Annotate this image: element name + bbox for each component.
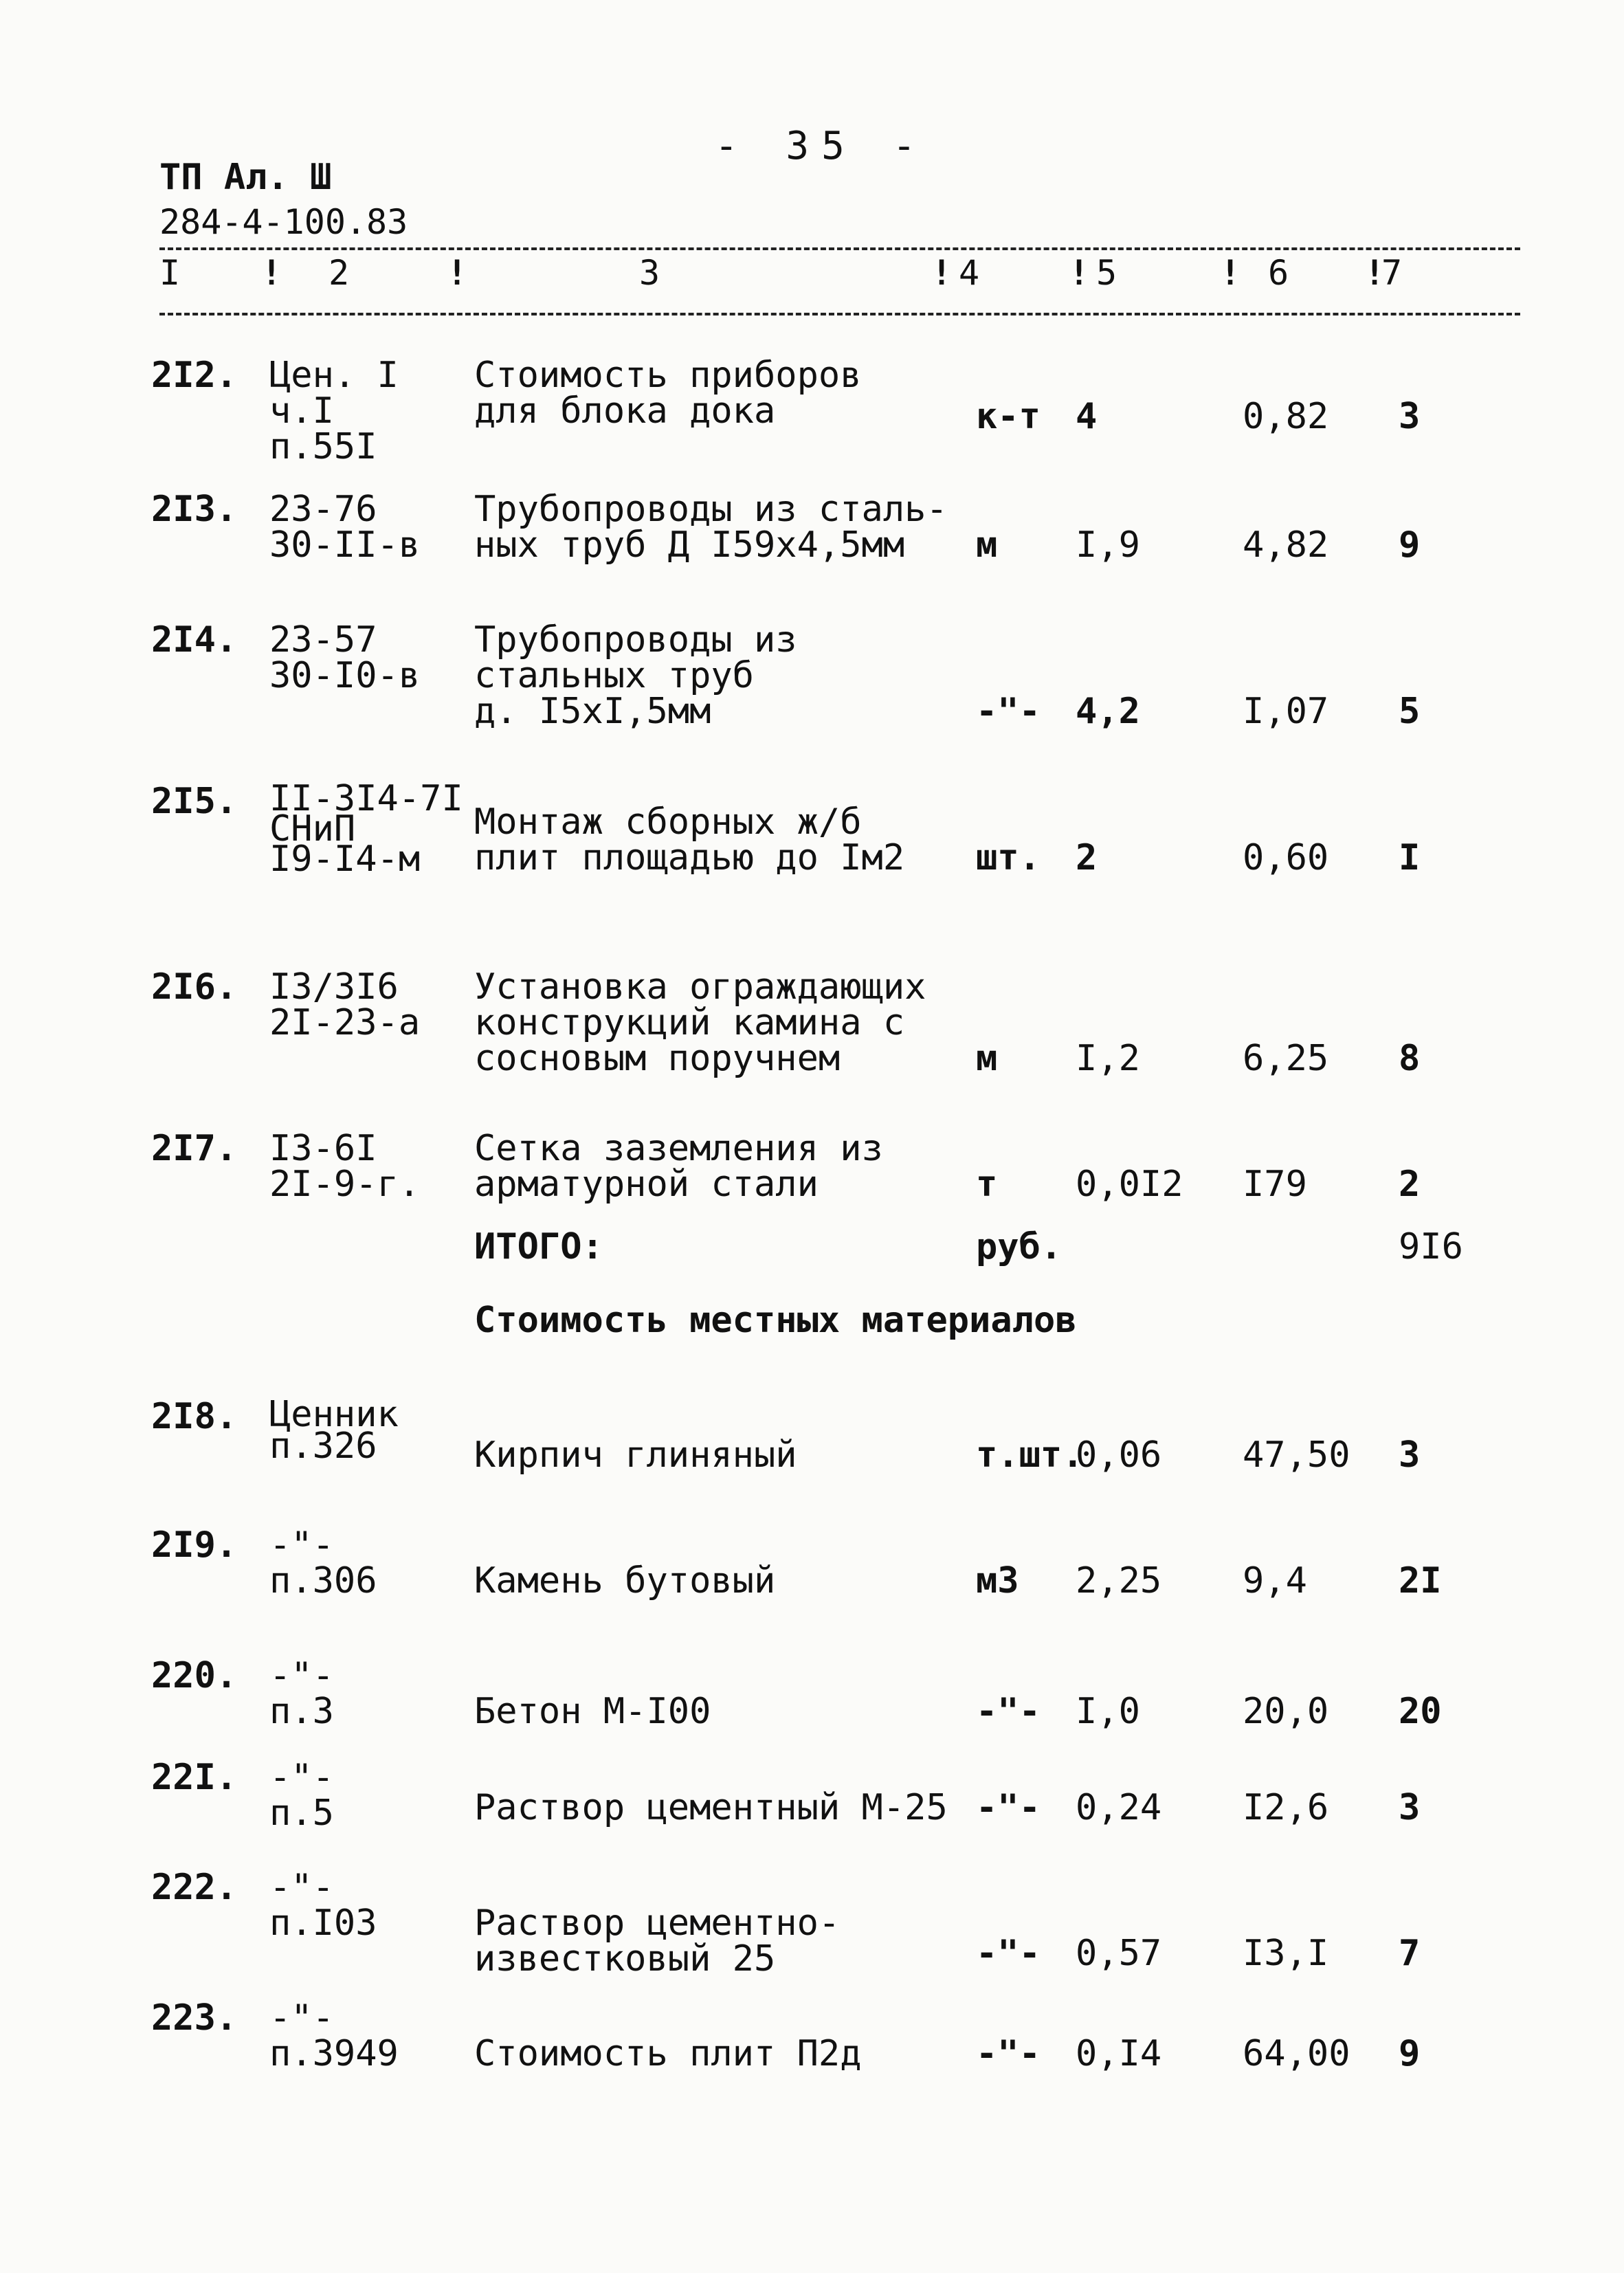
col-header-4: 4 (959, 253, 980, 293)
row-unit: м (976, 524, 998, 566)
row-description: Монтаж сборных ж/б плит площадью до Iм2 (474, 801, 905, 878)
row-reference: -"- п.5 (269, 1757, 334, 1834)
subtotal-total: 9I6 (1399, 1226, 1463, 1267)
row-reference: 23-57 30-I0-в (269, 619, 421, 696)
row-unit: к-т (976, 396, 1041, 437)
col-separator: ! (931, 253, 953, 293)
col-header-3: 3 (639, 253, 660, 293)
row-quantity: I,0 (1076, 1691, 1140, 1732)
col-header-7: 7 (1381, 253, 1403, 293)
row-unit-price: I,07 (1243, 691, 1329, 732)
row-description: Установка ограждающих конструкций камина с сосновым поручнем (474, 966, 926, 1079)
row-reference: -"- п.I03 (269, 1867, 377, 1944)
subtotal-label: ИТОГО: (474, 1226, 603, 1267)
row-reference: -"- п.3 (269, 1655, 334, 1732)
row-unit-price: I2,6 (1243, 1787, 1329, 1828)
row-number: 22I. (151, 1757, 238, 1798)
row-reference: II-3I4-7I СНиП I9-I4-м (269, 778, 463, 880)
row-quantity: I,9 (1076, 524, 1140, 566)
row-unit-price: 6,25 (1243, 1038, 1329, 1079)
row-unit-price: 0,82 (1243, 396, 1329, 437)
col-separator: ! (1364, 253, 1386, 293)
row-number: 2I6. (151, 966, 238, 1008)
row-unit: -"- (976, 1787, 1041, 1828)
section-title: Стоимость местных материалов (474, 1300, 1077, 1341)
row-total: I (1399, 837, 1421, 878)
row-number: 2I8. (151, 1396, 238, 1437)
row-reference: -"- п.3949 (269, 1997, 399, 2074)
row-description: Стоимость приборов для блока дока (474, 355, 862, 432)
row-unit-price: I79 (1243, 1164, 1307, 1205)
row-number: 2I5. (151, 781, 238, 822)
row-description: Бетон М-I00 (474, 1691, 711, 1732)
row-unit: т.шт. (976, 1434, 1084, 1476)
row-quantity: 0,0I2 (1076, 1164, 1183, 1205)
row-total: 2 (1399, 1164, 1421, 1205)
row-unit-price: 20,0 (1243, 1691, 1329, 1732)
row-quantity: 0,57 (1076, 1933, 1162, 1974)
row-unit-price: 9,4 (1243, 1560, 1307, 1601)
row-unit-price: 0,60 (1243, 837, 1329, 878)
row-number: 220. (151, 1655, 238, 1696)
row-quantity: 4 (1076, 396, 1098, 437)
header-rule-top (159, 247, 1520, 250)
row-quantity: 4,2 (1076, 691, 1140, 732)
row-reference: I3-6I 2I-9-г. (269, 1128, 421, 1205)
row-total: 3 (1399, 1434, 1421, 1476)
row-total: 2I (1399, 1560, 1442, 1601)
page-number: - 35 - (715, 124, 928, 168)
row-total: 5 (1399, 691, 1421, 732)
row-total: 9 (1399, 2033, 1421, 2074)
row-reference: 23-76 30-II-в (269, 489, 421, 566)
document-title: ТП Ал. Ш (159, 157, 332, 198)
row-reference: -"- п.306 (269, 1524, 377, 1601)
row-description: Раствор цементный М-25 (474, 1787, 948, 1828)
col-header-5: 5 (1096, 253, 1117, 293)
row-unit-price: 64,00 (1243, 2033, 1350, 2074)
col-header-2: 2 (329, 253, 350, 293)
col-separator: ! (261, 253, 282, 293)
row-quantity: 2,25 (1076, 1560, 1162, 1601)
row-quantity: 2 (1076, 837, 1098, 878)
row-description: Стоимость плит П2д (474, 2033, 862, 2074)
row-total: 8 (1399, 1038, 1421, 1079)
row-description: Трубопроводы из стальных труб д. I5хI,5мм (474, 619, 797, 732)
row-unit: -"- (976, 1933, 1041, 1974)
col-separator: ! (1069, 253, 1090, 293)
row-reference: Цен. I ч.I п.55I (269, 355, 399, 467)
row-number: 2I2. (151, 355, 238, 396)
row-number: 2I4. (151, 619, 238, 661)
row-number: 2I7. (151, 1128, 238, 1169)
subtotal-unit: руб. (976, 1226, 1063, 1267)
row-number: 2I3. (151, 489, 238, 530)
row-total: 3 (1399, 1787, 1421, 1828)
row-unit-price: 4,82 (1243, 524, 1329, 566)
col-header-6: 6 (1268, 253, 1289, 293)
row-number: 223. (151, 1997, 238, 2039)
row-total: 9 (1399, 524, 1421, 566)
row-description: Сетка заземления из арматурной стали (474, 1128, 883, 1205)
row-description: Трубопроводы из сталь- ных труб Д I59х4,5мм (474, 489, 948, 566)
col-separator: ! (447, 253, 468, 293)
row-number: 222. (151, 1867, 238, 1908)
header-rule-bottom (159, 313, 1520, 315)
row-total: 3 (1399, 396, 1421, 437)
row-unit: -"- (976, 2033, 1041, 2074)
row-unit: -"- (976, 1691, 1041, 1732)
row-unit-price: I3,I (1243, 1933, 1329, 1974)
row-quantity: 0,I4 (1076, 2033, 1162, 2074)
document-code: 284-4-100.83 (159, 202, 408, 242)
row-description: Кирпич глиняный (474, 1434, 797, 1476)
row-description: Раствор цементно- известковый 25 (474, 1903, 841, 1980)
row-unit: м3 (976, 1560, 1019, 1601)
row-unit-price: 47,50 (1243, 1434, 1350, 1476)
row-unit: шт. (976, 837, 1041, 878)
col-separator: ! (1220, 253, 1241, 293)
row-unit: т (976, 1164, 998, 1205)
row-number: 2I9. (151, 1524, 238, 1566)
row-reference: I3/3I6 2I-23-а (269, 966, 421, 1043)
row-quantity: I,2 (1076, 1038, 1140, 1079)
col-header-1: I (159, 253, 181, 293)
row-description: Камень бутовый (474, 1560, 776, 1601)
row-total: 20 (1399, 1691, 1442, 1732)
row-quantity: 0,24 (1076, 1787, 1162, 1828)
row-reference: Ценник п.326 (269, 1394, 399, 1467)
row-unit: м (976, 1038, 998, 1079)
row-unit: -"- (976, 691, 1041, 732)
row-total: 7 (1399, 1933, 1421, 1974)
row-quantity: 0,06 (1076, 1434, 1162, 1476)
